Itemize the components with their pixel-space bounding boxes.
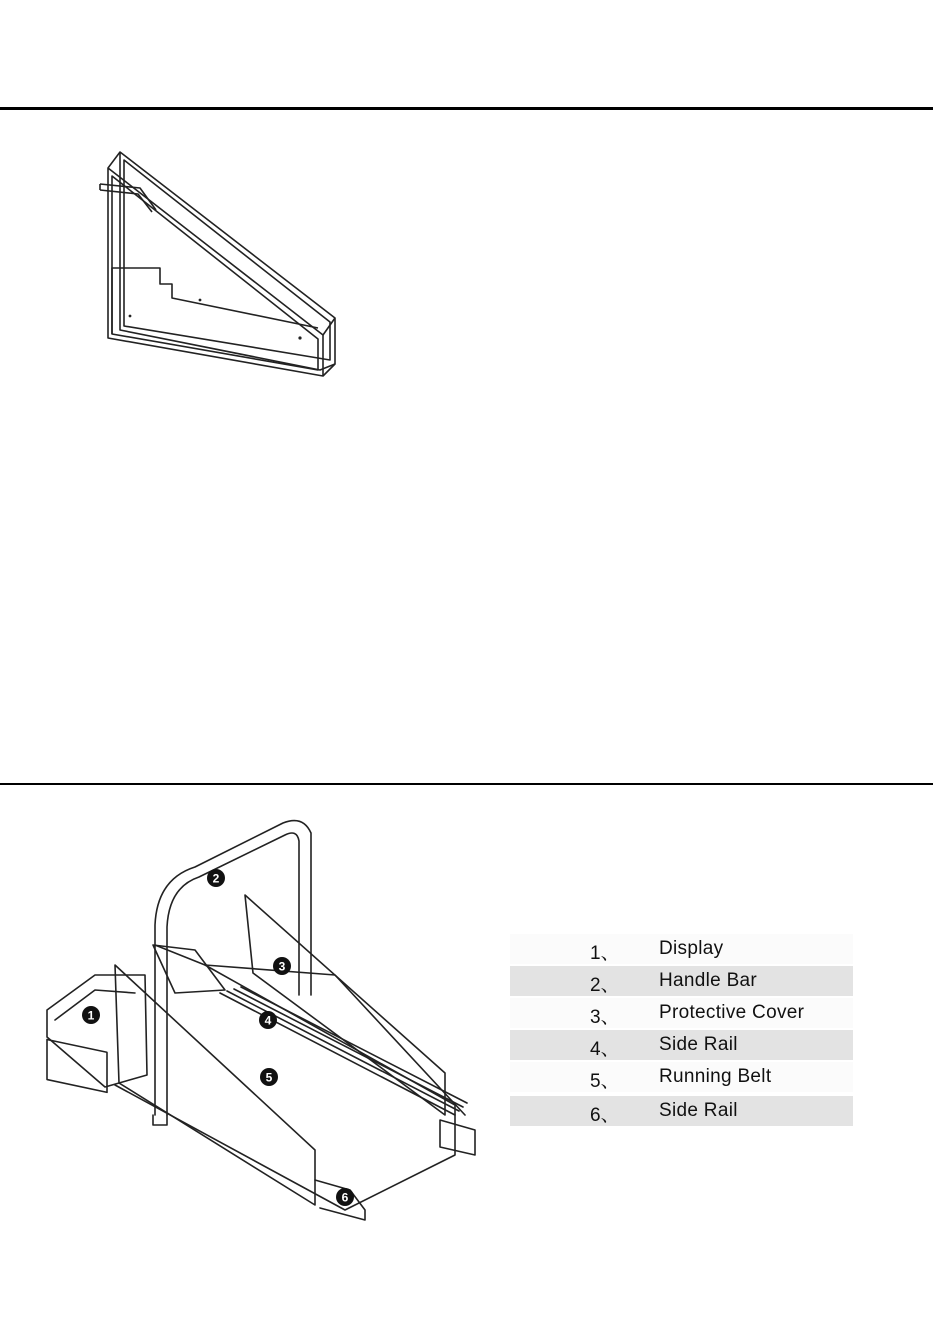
part-number: 3、 [590,1007,620,1028]
parts-row [510,934,853,964]
marker-6: 6 [341,1190,349,1205]
top-divider [0,107,933,110]
parts-row [510,966,853,996]
parts-legend-table [510,934,853,1128]
part-label: Handle Bar [659,970,758,991]
protective-cover-panel-icon [90,140,350,380]
part-label: Running Belt [659,1066,772,1087]
parts-row [510,1030,853,1060]
part-number: 2、 [590,975,620,996]
part-number: 4、 [590,1039,620,1060]
part-label: Side Rail [659,1034,738,1055]
marker-1: 1 [87,1008,95,1023]
part-label: Side Rail [659,1100,738,1121]
part-number: 6、 [590,1105,620,1126]
marker-4: 4 [264,1013,272,1028]
parts-row [510,1062,853,1092]
part-number: 1、 [590,943,620,964]
marker-2: 2 [212,871,220,886]
part-number: 5、 [590,1071,620,1092]
part-label: Protective Cover [659,1002,805,1023]
diagram-markers [82,869,354,1206]
section-divider [0,783,933,785]
parts-row [510,998,853,1028]
part-label: Display [659,938,724,959]
marker-3: 3 [278,959,286,974]
parts-row [510,1096,853,1126]
treadmill-assembly-icon [35,815,485,1225]
marker-5: 5 [265,1070,273,1085]
